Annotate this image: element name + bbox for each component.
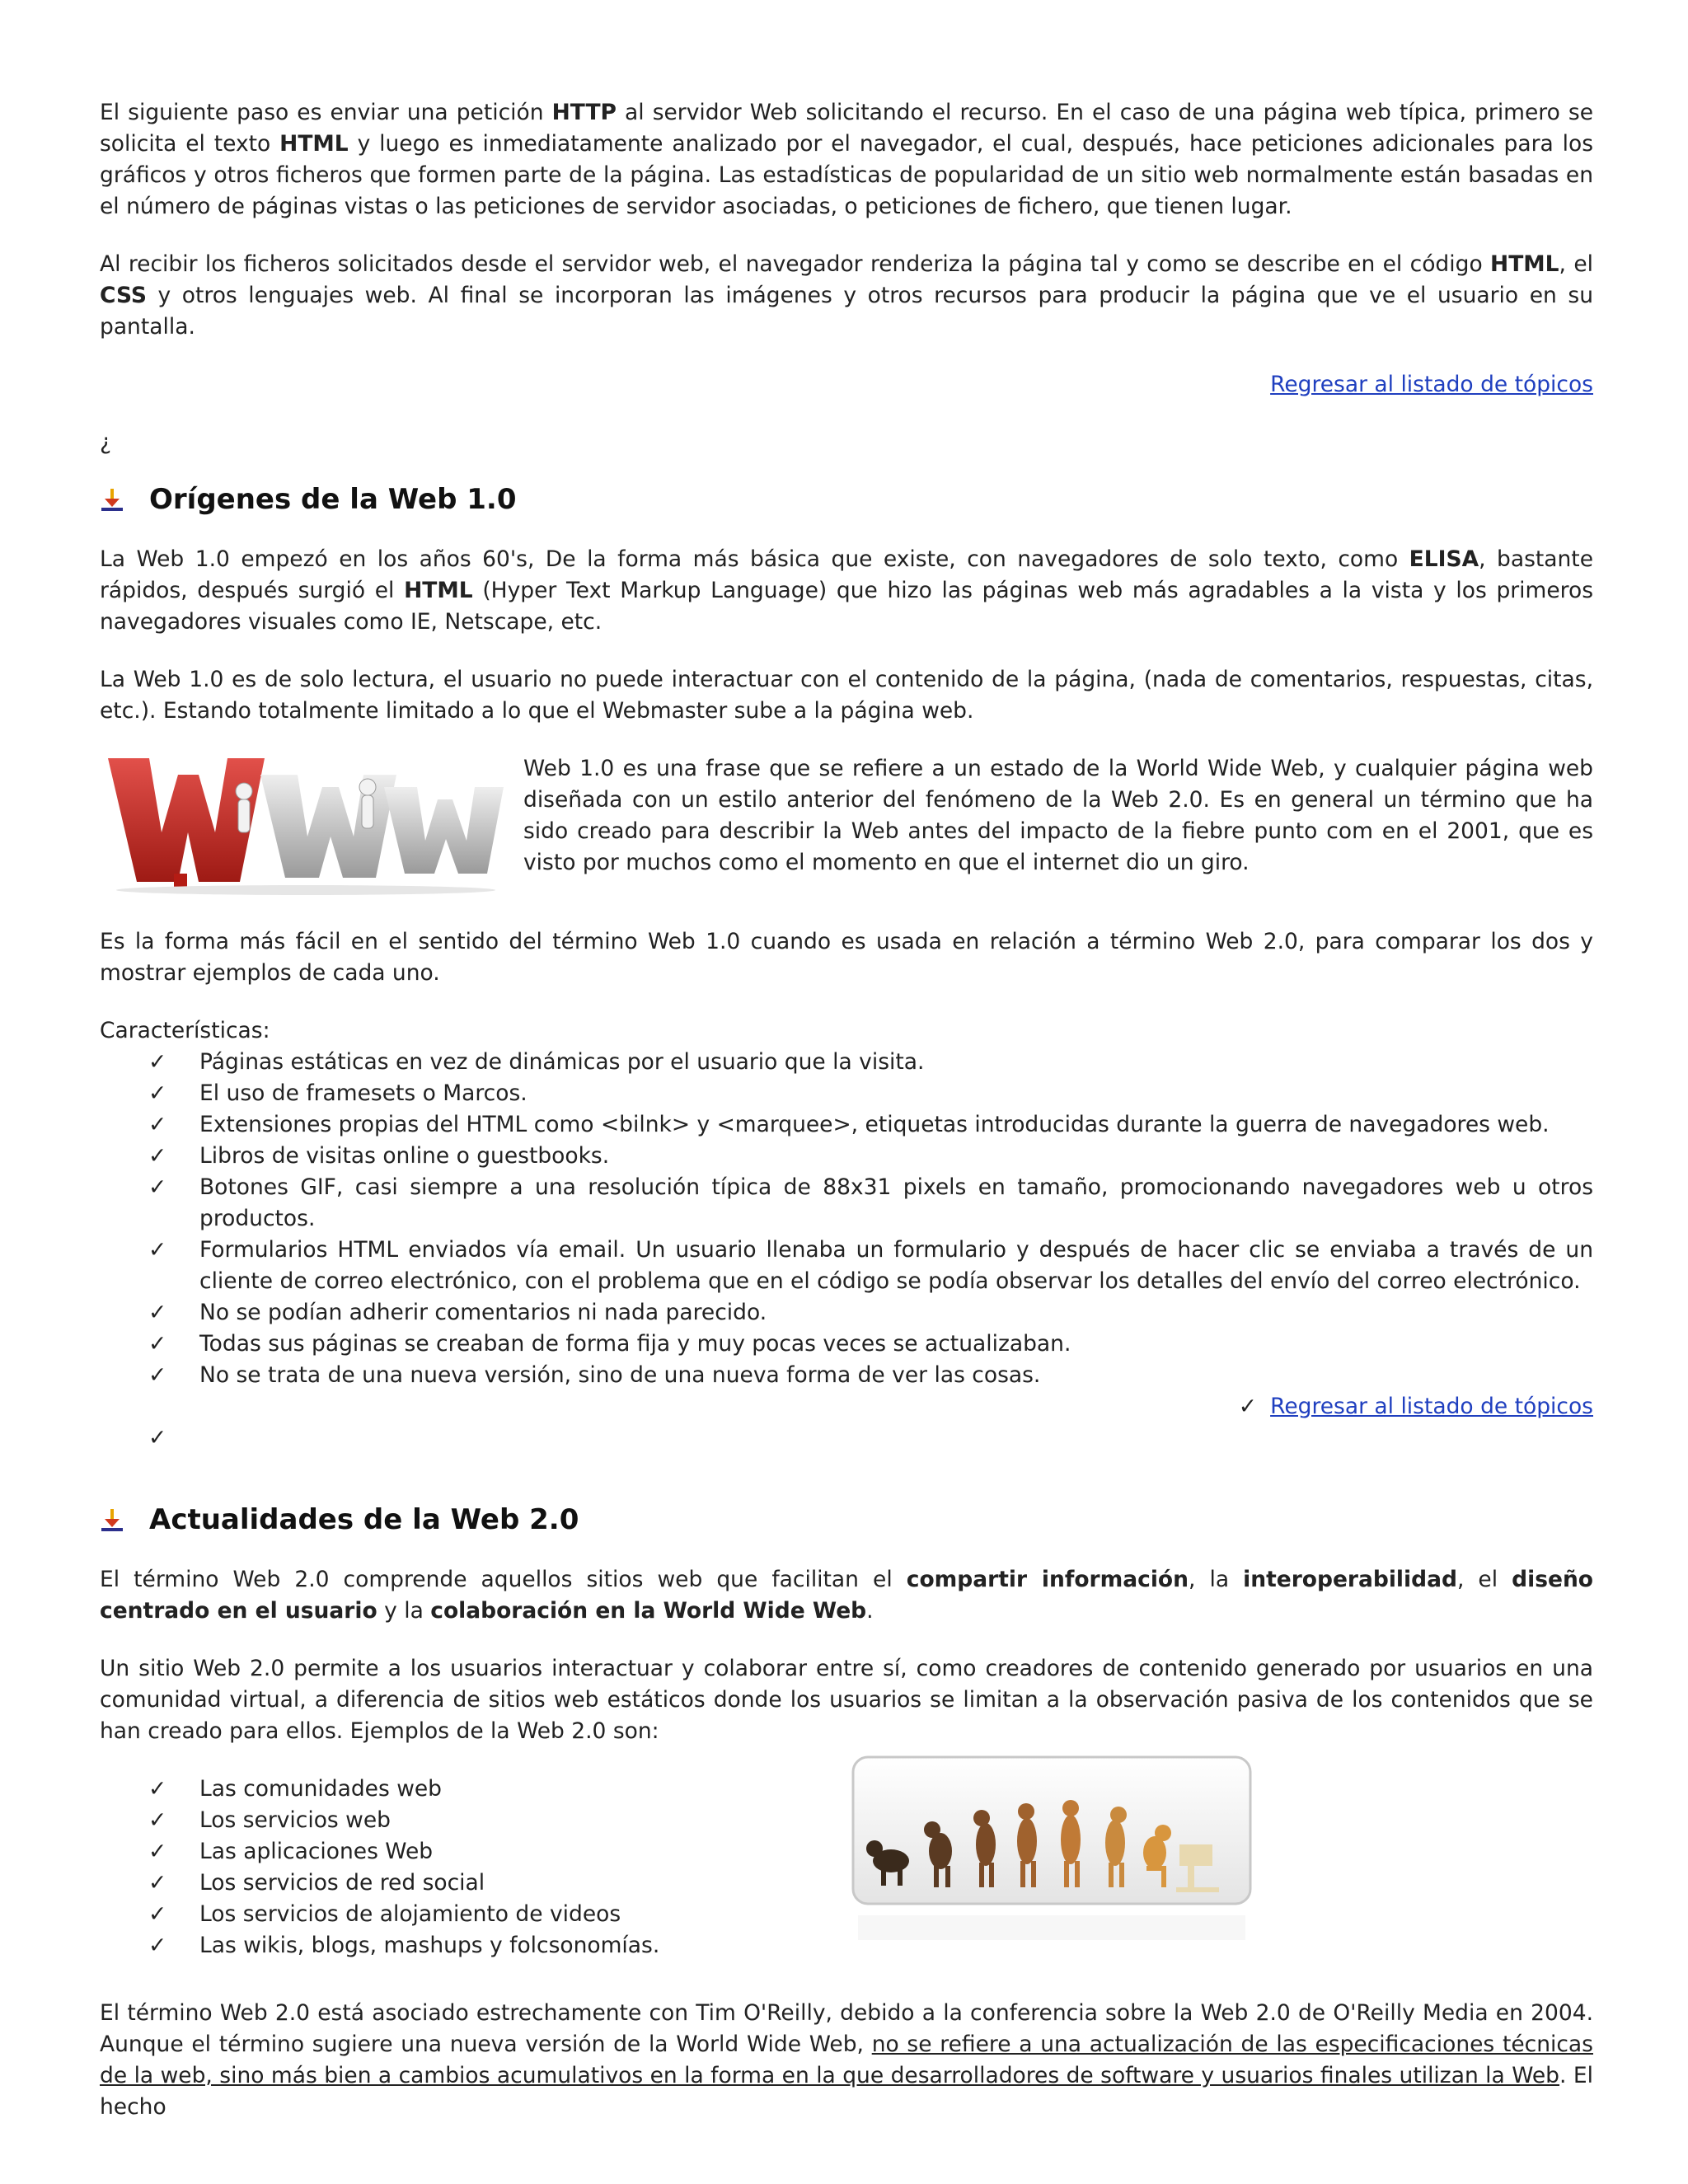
section-title: Orígenes de la Web 1.0 xyxy=(149,483,517,516)
return-link-row-1 xyxy=(100,369,1593,401)
text: El término Web 2.0 está asociado estrechamente con Tim O'Reilly, debido a la conferencia sobre la Web 2.0 de O'Reilly Media en 2004. Aunque el término sugiere una nueva versión de la World Wide Web, xyxy=(100,2000,1593,2057)
list-item: ✓ Las comunidades web xyxy=(100,1774,1593,1805)
examples-list xyxy=(100,1774,1593,1961)
list-item: ✓ Las aplicaciones Web xyxy=(100,1836,1593,1868)
text: , el xyxy=(1456,1567,1512,1592)
underlined-text: no se refiere a una actualización de las especificaciones técnicas de la web, sino más bien a cambios acumulativos en la forma en la que desarrolladores de software y usuarios finales utilizan la Web xyxy=(100,2032,1593,2088)
section-title: Actualidades de la Web 2.0 xyxy=(149,1503,579,1536)
bold-text: CSS xyxy=(100,283,147,308)
arrow-bullet-icon xyxy=(100,487,124,512)
text: La Web 1.0 empezó en los años 60's, De la forma más básica que existe, con navegadores de solo texto, como xyxy=(100,546,1409,572)
web1-definition-text: Web 1.0 es una frase que se refiere a un estado de la World Wide Web, y cualquier página web diseñada con un estilo anterior del fenómeno de la Web 2.0. Es en general un término que ha sido creado para describir la Web antes del impacto de la fiebre punto com en el 2001, que es visto por muchos como el momento en que el internet dio un giro. xyxy=(523,756,1593,875)
paragraph-web1-origins xyxy=(100,544,1593,638)
text: , el xyxy=(1559,251,1593,277)
bold-text: compartir información xyxy=(906,1567,1189,1592)
paragraph-web2-definition xyxy=(100,1564,1593,1627)
text: El término Web 2.0 comprende aquellos sitios web que facilitan el xyxy=(100,1567,907,1592)
list-item: ✓ Las wikis, blogs, mashups y folcsonomías. xyxy=(100,1930,1593,1961)
list-item: ✓ No se trata de una nueva versión, sino de una nueva forma de ver las cosas. xyxy=(100,1360,1593,1391)
text: El siguiente paso es enviar una petición xyxy=(100,100,552,125)
text: (Hyper Text Markup Language) que hizo las páginas web más agradables a la vista y los primeros navegadores visuales como IE, Netscape, etc. xyxy=(100,578,1593,635)
list-item: ✓ Extensiones propias del HTML como <bilnk> y <marquee>, etiquetas introducidas durante la guerra de navegadores web. xyxy=(100,1109,1593,1141)
web1-figure-row xyxy=(100,742,1593,898)
text: , la xyxy=(1188,1567,1244,1592)
text: y la xyxy=(377,1598,431,1624)
features-label: Características: xyxy=(100,1018,270,1043)
features-list xyxy=(100,1047,1593,1391)
list-item: ✓ Botones GIF, casi siempre a una resolución típica de 88x31 pixels en tamaño, promocionando navegadores web u otros productos. xyxy=(100,1172,1593,1235)
text: . xyxy=(866,1598,874,1624)
text: y otros lenguajes web. Al final se incorporan las imágenes y otros recursos para producir la página que ve el usuario en su pantalla. xyxy=(100,283,1593,340)
paragraph-oreilly xyxy=(100,1998,1593,2123)
text: , bastante rápidos, después surgió el xyxy=(100,546,1593,603)
paragraph-rendering xyxy=(100,249,1593,343)
text: . El hecho xyxy=(100,2063,1593,2120)
bold-text: interoperabilidad xyxy=(1243,1567,1457,1592)
text: al servidor Web solicitando el recurso. En el caso de una página web típica, primero se solicita el texto xyxy=(100,100,1594,157)
list-item: ✓ Páginas estáticas en vez de dinámicas por el usuario que la visita. xyxy=(100,1047,1593,1078)
text: Al recibir los ficheros solicitados desde el servidor web, el navegador renderiza la página tal y como se describe en el código xyxy=(100,251,1491,277)
section-heading-web1 xyxy=(100,481,1593,518)
return-to-topics-link[interactable]: Regresar al listado de tópicos xyxy=(1270,372,1593,397)
bold-text: colaboración en la World Wide Web xyxy=(430,1598,867,1624)
check-mark-icon: ✓ xyxy=(1238,1394,1257,1419)
bold-text: HTML xyxy=(1490,251,1559,277)
bold-text: HTML xyxy=(279,131,349,157)
list-item: ✓ Formularios HTML enviados vía email. Un usuario llenaba un formulario y después de hacer clic se enviaba a través de un cliente de correo electrónico, con el problema que en el código se podía observar los detalles del envío del correo electrónico. xyxy=(100,1235,1593,1297)
bold-text: HTTP xyxy=(551,100,617,125)
empty-list-item xyxy=(100,1422,1593,1454)
list-item: ✓ Libros de visitas online o guestbooks. xyxy=(100,1141,1593,1172)
list-item: ✓ No se podían adherir comentarios ni nada parecido. xyxy=(100,1297,1593,1329)
paragraph-web2-interaction: Un sitio Web 2.0 permite a los usuarios interactuar y colaborar entre sí, como creadores de contenido generado por usuarios en una comunidad virtual, a diferencia de sitios web estáticos donde los usuarios se limitan a la observación pasiva de los contenidos que se han creado para ellos. Ejemplos de la Web 2.0 son: xyxy=(100,1656,1593,1744)
paragraph-web1-readonly: La Web 1.0 es de solo lectura, el usuario no puede interactuar con el contenido de la página, (nada de comentarios, respuestas, citas, etc.). Estando totalmente limitado a lo que el Webmaster sube a la página web. xyxy=(100,667,1593,724)
bold-text: diseño centrado en el usuario xyxy=(100,1567,1594,1624)
web2-examples-row xyxy=(100,1774,1593,1970)
list-item: ✓ El uso de framesets o Marcos. xyxy=(100,1078,1593,1109)
bold-text: ELISA xyxy=(1409,546,1479,572)
list-item: ✓ Los servicios de red social xyxy=(100,1868,1593,1899)
arrow-bullet-icon xyxy=(100,1507,124,1532)
return-to-topics-link[interactable]: Regresar al listado de tópicos xyxy=(1270,1394,1593,1419)
text: y luego es inmediatamente analizado por el navegador, el cual, después, hace peticiones adicionales para los gráficos y otros ficheros que formen parte de la página. Las estadísticas de popularidad de un sitio web normalmente están basadas en el número de páginas vistas o las peticiones de servidor asociadas, o peticiones de fichero, que tienen lugar. xyxy=(100,131,1594,219)
return-link-row-2 xyxy=(100,1391,1593,1422)
paragraph-http-request xyxy=(100,97,1593,223)
paragraph-web1-comparison: Es la forma más fácil en el sentido del término Web 1.0 cuando es usada en relación a término Web 2.0, para comparar los dos y mostrar ejemplos de cada uno. xyxy=(100,929,1593,986)
bold-text: HTML xyxy=(404,578,473,603)
document-page xyxy=(100,97,1593,2123)
evolution-image xyxy=(850,1754,1254,1952)
list-item: ✓ Los servicios de alojamiento de videos xyxy=(100,1899,1593,1930)
stray-character: ¿ xyxy=(100,429,112,455)
list-item: ✓ Los servicios web xyxy=(100,1805,1593,1836)
www-letters-image xyxy=(100,742,512,898)
check-mark-icon: ✓ xyxy=(148,1425,167,1451)
list-item: ✓ Todas sus páginas se creaban de forma fija y muy pocas veces se actualizaban. xyxy=(100,1329,1593,1360)
section-heading-web2 xyxy=(100,1502,1593,1538)
